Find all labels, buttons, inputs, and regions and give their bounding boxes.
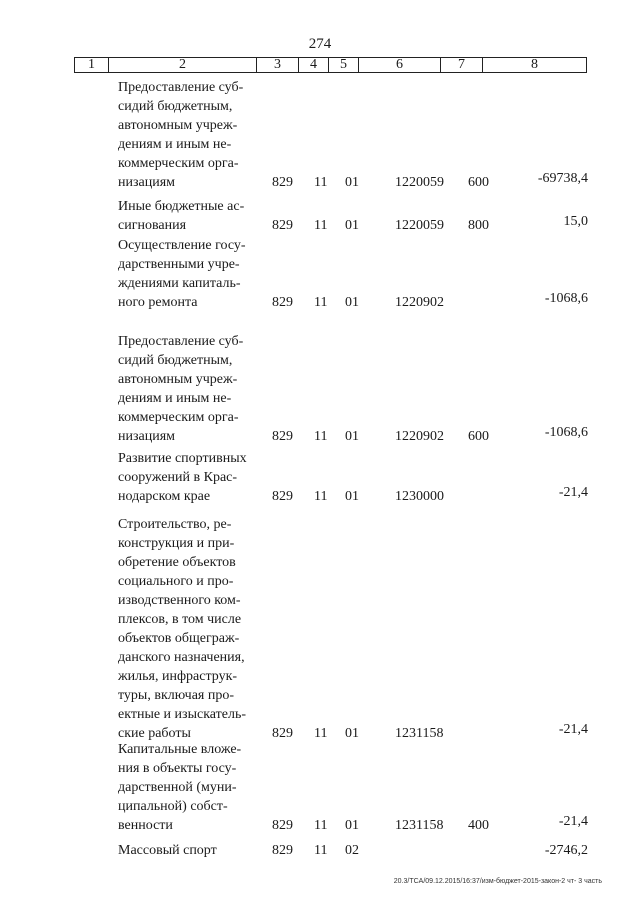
section-code: 11 bbox=[314, 843, 328, 858]
description-line: ния в объекты госу- bbox=[118, 761, 237, 776]
subsection-code: 02 bbox=[345, 843, 359, 858]
amount: -21,4 bbox=[558, 722, 588, 737]
description-line: автономным учреж- bbox=[118, 118, 238, 133]
expense-type-code: 400 bbox=[468, 818, 489, 833]
description-line: Развитие спортивных bbox=[118, 451, 247, 466]
document-footer: 20.3/TCA/09.12.2015/16:37/изм-бюджет-2015-закон-2 чт- 3 часть bbox=[393, 878, 602, 885]
amount: -69738,4 bbox=[537, 171, 588, 186]
target-article-code: 1220902 bbox=[395, 429, 444, 444]
description-line: низациям bbox=[118, 175, 176, 190]
target-article-code: 1231158 bbox=[395, 726, 444, 741]
section-code: 11 bbox=[314, 295, 328, 310]
description-line: Капитальные вложе- bbox=[118, 742, 242, 757]
description-line: дарственной (муни- bbox=[118, 780, 237, 795]
department-code: 829 bbox=[272, 218, 293, 233]
expense-type-code: 600 bbox=[468, 429, 489, 444]
column-header-cell: 3 bbox=[257, 58, 299, 73]
subsection-code: 01 bbox=[345, 175, 359, 190]
department-code: 829 bbox=[272, 295, 293, 310]
row-description bbox=[118, 236, 258, 312]
description-line: дарственными учре- bbox=[118, 257, 240, 272]
description-line: коммерческим орга- bbox=[118, 410, 239, 425]
department-code: 829 bbox=[272, 175, 293, 190]
description-line: нодарском крае bbox=[118, 489, 211, 504]
section-code: 11 bbox=[314, 818, 328, 833]
description-line: коммерческим орга- bbox=[118, 156, 239, 171]
row-description bbox=[118, 197, 258, 235]
expense-type-code: 800 bbox=[468, 218, 489, 233]
description-line: низациям bbox=[118, 429, 176, 444]
description-line: изводственного ком- bbox=[118, 593, 241, 608]
description-line: Предоставление суб- bbox=[118, 80, 244, 95]
subsection-code: 01 bbox=[345, 818, 359, 833]
target-article-code: 1230000 bbox=[395, 489, 444, 504]
column-header-cell: 4 bbox=[299, 58, 329, 73]
description-line: социального и про- bbox=[118, 574, 234, 589]
column-header-cell: 2 bbox=[109, 58, 257, 73]
department-code: 829 bbox=[272, 843, 293, 858]
amount: -1068,6 bbox=[544, 291, 588, 306]
column-header-cell: 6 bbox=[359, 58, 441, 73]
description-line: дениям и иным не- bbox=[118, 391, 232, 406]
description-line: ного ремонта bbox=[118, 295, 198, 310]
subsection-code: 01 bbox=[345, 429, 359, 444]
description-line: ждениями капиталь- bbox=[118, 276, 241, 291]
description-line: туры, включая про- bbox=[118, 688, 235, 703]
column-header-row bbox=[75, 58, 587, 73]
subsection-code: 01 bbox=[345, 295, 359, 310]
column-header-cell: 1 bbox=[75, 58, 109, 73]
description-line: конструкция и при- bbox=[118, 536, 235, 551]
description-line: ципальной) собст- bbox=[118, 799, 228, 814]
department-code: 829 bbox=[272, 429, 293, 444]
section-code: 11 bbox=[314, 429, 328, 444]
target-article-code: 1220902 bbox=[395, 295, 444, 310]
row-description bbox=[118, 740, 258, 835]
column-header-cell: 7 bbox=[441, 58, 483, 73]
description-line: сооружений в Крас- bbox=[118, 470, 238, 485]
description-line: Иные бюджетные ас- bbox=[118, 199, 245, 214]
description-line: обретение объектов bbox=[118, 555, 236, 570]
description-line: венности bbox=[118, 818, 173, 833]
description-line: сидий бюджетным, bbox=[118, 99, 233, 114]
description-line: Предоставление суб- bbox=[118, 334, 244, 349]
description-line: жилья, инфраструк- bbox=[118, 669, 238, 684]
row-description bbox=[118, 841, 258, 860]
section-code: 11 bbox=[314, 175, 328, 190]
column-header-cell: 5 bbox=[329, 58, 359, 73]
row-description bbox=[118, 332, 258, 446]
expense-type-code: 600 bbox=[468, 175, 489, 190]
description-line: Осуществление госу- bbox=[118, 238, 246, 253]
amount: -21,4 bbox=[558, 485, 588, 500]
row-description bbox=[118, 449, 258, 506]
department-code: 829 bbox=[272, 726, 293, 741]
description-line: данского назначения, bbox=[118, 650, 245, 665]
row-description bbox=[118, 78, 258, 192]
description-line: ские работы bbox=[118, 726, 191, 741]
page-number: 274 bbox=[308, 36, 332, 52]
description-line: автономным учреж- bbox=[118, 372, 238, 387]
description-line: сигнования bbox=[118, 218, 187, 233]
subsection-code: 01 bbox=[345, 489, 359, 504]
description-line: ектные и изыскатель- bbox=[118, 707, 247, 722]
target-article-code: 1231158 bbox=[395, 818, 444, 833]
section-code: 11 bbox=[314, 726, 328, 741]
description-line: Массовый спорт bbox=[118, 843, 217, 858]
amount: -2746,2 bbox=[544, 843, 588, 858]
department-code: 829 bbox=[272, 489, 293, 504]
target-article-code: 1220059 bbox=[395, 175, 444, 190]
section-code: 11 bbox=[314, 489, 328, 504]
amount: -21,4 bbox=[558, 814, 588, 829]
row-description bbox=[118, 515, 258, 743]
amount: 15,0 bbox=[563, 214, 588, 229]
description-line: сидий бюджетным, bbox=[118, 353, 233, 368]
department-code: 829 bbox=[272, 818, 293, 833]
description-line: объектов общеграж- bbox=[118, 631, 240, 646]
description-line: Строительство, ре- bbox=[118, 517, 232, 532]
column-header-cell: 8 bbox=[483, 58, 587, 73]
description-line: дениям и иным не- bbox=[118, 137, 232, 152]
amount: -1068,6 bbox=[544, 425, 588, 440]
subsection-code: 01 bbox=[345, 218, 359, 233]
subsection-code: 01 bbox=[345, 726, 359, 741]
target-article-code: 1220059 bbox=[395, 218, 444, 233]
description-line: плексов, в том числе bbox=[118, 612, 242, 627]
section-code: 11 bbox=[314, 218, 328, 233]
column-header-table bbox=[74, 57, 587, 73]
